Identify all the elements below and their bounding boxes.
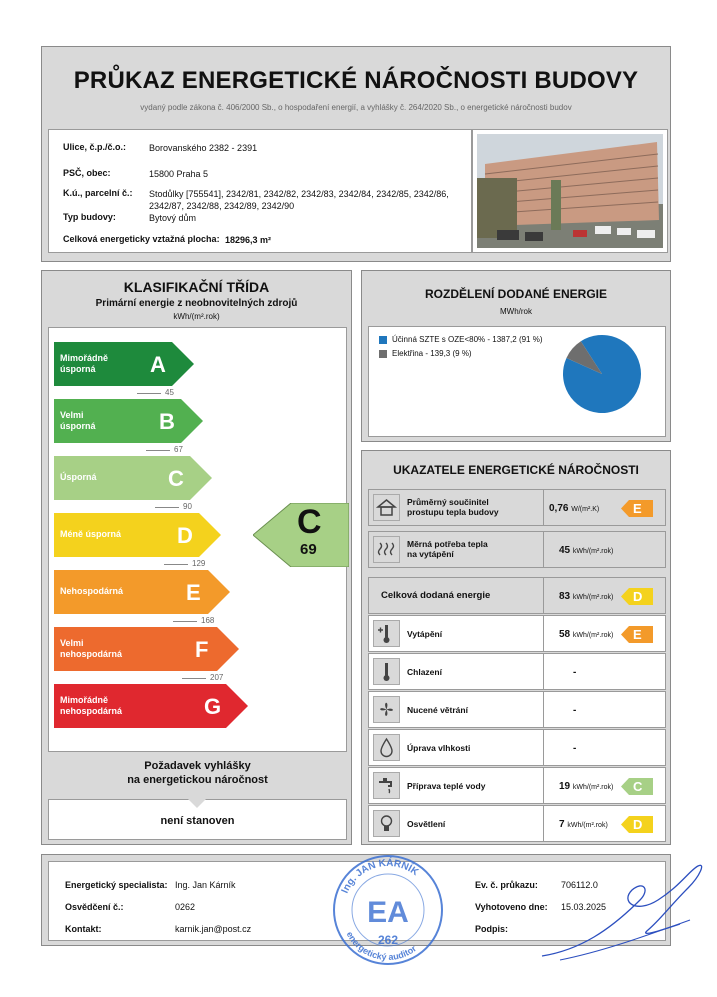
contact-value: karnik.jan@post.cz xyxy=(175,924,252,934)
indicators-title: UKAZATELE ENERGETICKÉ NÁROČNOSTI xyxy=(393,463,639,477)
indicator-value xyxy=(559,819,627,830)
distribution-pie xyxy=(561,333,643,415)
class-label-line1: Velmi xyxy=(60,410,84,420)
class-limit-value: 45 xyxy=(165,388,174,397)
indicator-row xyxy=(368,691,666,728)
indicator-row xyxy=(368,577,666,614)
distribution-title: ROZDĚLENÍ DODANÉ ENERGIE xyxy=(424,287,607,301)
svg-text:Ing. JAN KÁRNÍK xyxy=(340,856,421,895)
indicator-name xyxy=(407,539,488,559)
parcel-label: K.ú., parcelní č.: xyxy=(63,188,133,198)
indicator-separator xyxy=(543,692,544,727)
indicator-number: - xyxy=(573,705,577,716)
indicator-value xyxy=(559,629,627,640)
indicator-name xyxy=(407,781,485,791)
distribution-unit: MWh/rok xyxy=(500,307,532,316)
specialist-label: Energetický specialista: xyxy=(65,880,168,890)
indicator-separator xyxy=(543,768,544,803)
class-label-line2: nehospodárná xyxy=(60,706,123,716)
indicator-number: 0,76 xyxy=(549,503,569,514)
handwritten-signature xyxy=(540,860,710,970)
indicator-class-badge xyxy=(621,778,653,795)
indicator-name-line1: Příprava teplé vody xyxy=(407,781,486,791)
class-label-line2: úsporná xyxy=(60,421,96,431)
class-limit-line xyxy=(182,678,206,679)
legend-swatch xyxy=(379,350,387,358)
indicator-unit: kWh/(m².rok) xyxy=(572,632,614,639)
indicator-row xyxy=(368,531,666,568)
indicator-class-badge xyxy=(621,816,653,833)
legend-label: Elektřina - 139,3 (9 %) xyxy=(392,349,472,358)
indicator-name-line2: prostupu tepla budovy xyxy=(407,507,499,517)
indicator-class-letter: C xyxy=(633,779,643,794)
indicator-row xyxy=(368,653,666,690)
indicator-separator xyxy=(543,806,544,841)
class-limit-line xyxy=(146,450,170,451)
indicator-class-letter: E xyxy=(633,627,642,642)
indicator-name xyxy=(407,497,499,517)
indicator-number: - xyxy=(573,743,577,754)
indicator-separator xyxy=(543,730,544,765)
class-scale xyxy=(48,327,347,752)
class-label xyxy=(60,353,108,375)
class-arrow-f xyxy=(54,627,239,671)
indicator-unit: kWh/(m².rok) xyxy=(572,784,614,791)
indicator-number: 45 xyxy=(559,545,571,556)
legend-item xyxy=(379,349,472,358)
indicator-unit: kWh/(m².rok) xyxy=(572,548,614,555)
class-label-line1: Úsporná xyxy=(60,472,97,482)
indicator-number: 58 xyxy=(559,629,571,640)
indicator-class-letter: D xyxy=(633,589,643,604)
requirement-title-1: Požadavek vyhlášky xyxy=(144,760,251,772)
area-label: Celková energeticky vztažná plocha: xyxy=(63,234,220,244)
indicator-value xyxy=(559,781,627,792)
street-value: Borovanského 2382 - 2391 xyxy=(149,143,258,153)
indicator-row xyxy=(368,489,666,526)
indicator-value xyxy=(573,667,641,678)
indicator-unit: kWh/(m².rok) xyxy=(567,822,608,829)
class-limit-line xyxy=(137,393,161,394)
indicator-class-badge xyxy=(621,500,653,517)
document-title: PRŮKAZ ENERGETICKÉ NÁROČNOSTI BUDOVY xyxy=(73,67,639,94)
certificate-value: 0262 xyxy=(175,902,196,912)
auditor-stamp xyxy=(330,850,446,970)
evidence-value: 706112.0 xyxy=(561,880,598,890)
indicator-value xyxy=(559,591,627,602)
signature-label: Podpis: xyxy=(475,924,508,934)
class-limit-line xyxy=(173,621,197,622)
indicator-number: 19 xyxy=(559,781,571,792)
stamp-mid: EA xyxy=(367,896,409,929)
indicator-class-letter: E xyxy=(633,501,642,516)
date-value: 15.03.2025 xyxy=(561,902,607,912)
classification-unit: kWh/(m².rok) xyxy=(173,312,220,321)
requirement-value: není stanoven xyxy=(160,815,235,827)
classification-subtitle: Primární energie z neobnovitelných zdrojů xyxy=(95,298,298,309)
class-label xyxy=(60,529,121,540)
class-limit-value: 90 xyxy=(183,502,192,511)
class-letter: G xyxy=(204,694,222,719)
indicator-value xyxy=(573,743,641,754)
class-letter: F xyxy=(195,637,209,662)
parcel-value: Stodůlky [755541], 2342/81, 2342/82, 2342/83, 2342/84, 2342/85, 2342/86, 2342/87, 2342/88, 2342/89, 2342/90 xyxy=(149,189,449,211)
indicator-number: 7 xyxy=(559,819,565,830)
header-panel xyxy=(41,46,671,262)
requirement-pointer xyxy=(188,799,206,808)
current-class-value: 69 xyxy=(300,541,317,558)
indicator-row xyxy=(368,805,666,842)
class-label-line1: Méně úsporná xyxy=(60,529,122,539)
class-letter: D xyxy=(177,523,193,548)
indicator-name-line2: na vytápění xyxy=(407,549,454,559)
thermometer-plus-icon xyxy=(373,620,400,647)
class-label-line1: Mimořádně xyxy=(60,695,109,705)
indicator-name-line1: Vytápění xyxy=(407,629,443,639)
class-letter: B xyxy=(159,409,175,434)
indicator-row xyxy=(368,615,666,652)
indicator-class-letter: D xyxy=(633,817,643,832)
indicator-separator xyxy=(543,532,544,567)
indicator-class-badge xyxy=(621,588,653,605)
indicator-name xyxy=(407,743,470,753)
fan-icon xyxy=(373,696,400,723)
class-arrow-d xyxy=(54,513,221,557)
indicator-name-line1: Celková dodaná energie xyxy=(381,590,491,601)
evidence-label: Ev. č. průkazu: xyxy=(475,880,538,890)
indicator-row xyxy=(368,767,666,804)
indicator-name xyxy=(381,591,490,601)
faucet-icon xyxy=(373,772,400,799)
class-label xyxy=(60,586,123,597)
psc-value: 15800 Praha 5 xyxy=(149,169,209,179)
class-letter: E xyxy=(186,580,201,605)
indicator-row xyxy=(368,729,666,766)
classification-title: KLASIFIKAČNÍ TŘÍDA xyxy=(123,279,270,295)
current-class-indicator xyxy=(253,503,349,572)
requirement-title-2: na energetickou náročnost xyxy=(127,774,268,786)
indicator-unit: kWh/(m².rok) xyxy=(572,594,614,601)
indicator-value xyxy=(559,545,627,556)
requirement-header xyxy=(48,753,347,799)
contact-label: Kontakt: xyxy=(65,924,102,934)
class-label xyxy=(60,410,96,432)
building-photo xyxy=(472,129,668,253)
energy-distribution-panel xyxy=(361,270,671,442)
class-label-line1: Mimořádně xyxy=(60,353,109,363)
class-label xyxy=(60,638,122,660)
date-label: Vyhotoveno dne: xyxy=(475,902,548,912)
psc-label: PSČ, obec: xyxy=(63,168,111,178)
class-limit-line xyxy=(155,507,179,508)
class-letter: C xyxy=(168,466,184,491)
indicator-name xyxy=(407,705,468,715)
class-limit-line xyxy=(164,564,188,565)
indicator-separator xyxy=(543,616,544,651)
class-arrow-c xyxy=(54,456,212,500)
specialist-value: Ing. Jan Kárník xyxy=(175,880,236,890)
indicator-number: - xyxy=(573,667,577,678)
distribution-chart-area xyxy=(368,326,666,437)
indicator-name xyxy=(407,629,442,639)
indicator-name-line1: Nucené větrání xyxy=(407,705,468,715)
class-label-line2: nehospodárná xyxy=(60,649,123,659)
legend-swatch xyxy=(379,336,387,344)
indicator-name-line1: Měrná potřeba tepla xyxy=(407,539,488,549)
class-limit-value: 67 xyxy=(174,445,183,454)
indicator-name-line1: Osvětlení xyxy=(407,819,446,829)
thermometer-cold-icon xyxy=(373,658,400,685)
class-label xyxy=(60,695,122,717)
class-limit-value: 207 xyxy=(210,673,224,682)
type-label: Typ budovy: xyxy=(63,212,116,222)
class-arrow-g xyxy=(54,684,248,728)
droplet-icon xyxy=(373,734,400,761)
class-label-line2: úsporná xyxy=(60,364,96,374)
legend-item xyxy=(379,335,543,344)
document-subtitle: vydaný podle zákona č. 406/2000 Sb., o hospodaření energií, a vyhlášky č. 264/2020 Sb., o energetické náročnosti budov xyxy=(140,103,572,112)
heat-waves-icon xyxy=(373,536,400,563)
class-label-line1: Velmi xyxy=(60,638,84,648)
indicator-separator xyxy=(543,654,544,689)
indicator-name xyxy=(407,667,442,677)
indicator-name xyxy=(407,819,445,829)
street-label: Ulice, č.p./č.o.: xyxy=(63,142,127,152)
indicator-value xyxy=(549,503,617,514)
building-info xyxy=(48,129,472,253)
indicator-value xyxy=(573,705,641,716)
class-arrow-b xyxy=(54,399,203,443)
class-label xyxy=(60,472,97,483)
indicator-separator xyxy=(543,490,544,525)
stamp-top-text: Ing. JAN KÁRNÍK xyxy=(339,857,421,896)
indicator-unit: W/(m².K) xyxy=(571,506,600,513)
class-arrow-e xyxy=(54,570,230,614)
indicator-number: 83 xyxy=(559,591,571,602)
certificate-label: Osvědčení č.: xyxy=(65,902,124,912)
class-label-line1: Nehospodárná xyxy=(60,586,124,596)
area-value: 18296,3 m² xyxy=(225,235,272,245)
current-class-letter: C xyxy=(297,503,322,541)
class-arrow-a xyxy=(54,342,194,386)
indicator-name-line1: Úprava vlhkosti xyxy=(407,743,471,753)
class-letter: A xyxy=(150,352,166,377)
type-value: Bytový dům xyxy=(149,213,197,223)
lightbulb-icon xyxy=(373,810,400,837)
indicator-name-line1: Chlazení xyxy=(407,667,442,677)
indicator-class-badge xyxy=(621,626,653,643)
class-limit-value: 168 xyxy=(201,616,215,625)
legend-label: Účinná SZTE s OZE<80% - 1387,2 (91 %) xyxy=(392,335,543,344)
house-icon xyxy=(373,494,400,521)
classification-panel xyxy=(41,270,352,845)
stamp-bottom-text: energetický auditor xyxy=(344,929,419,963)
class-limit-value: 129 xyxy=(192,559,206,568)
indicators-panel xyxy=(361,450,671,845)
indicator-name-line1: Průměrný součinitel xyxy=(407,497,489,507)
stamp-number: 262 xyxy=(377,933,399,947)
indicator-separator xyxy=(543,578,544,613)
